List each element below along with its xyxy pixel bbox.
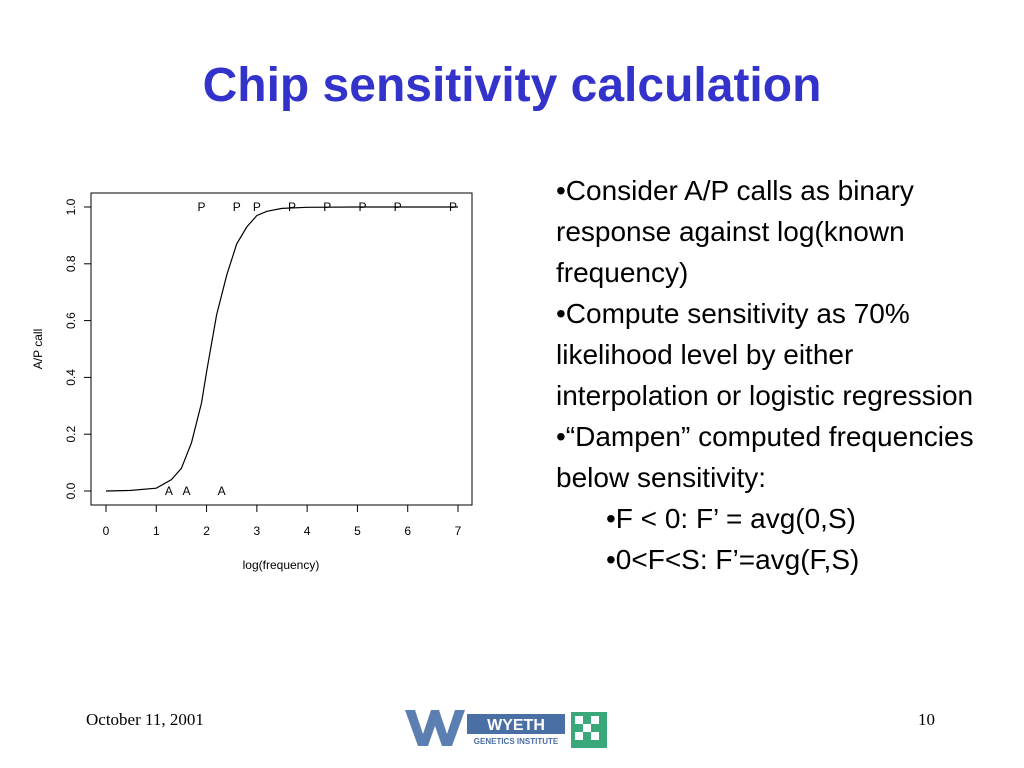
wyeth-logo — [405, 706, 615, 750]
chart-curve — [106, 207, 458, 491]
y-tick-label: 0.2 — [64, 425, 78, 443]
wyeth-w-mark-icon — [405, 710, 465, 746]
chart-point-labels — [165, 200, 457, 498]
absent-call-label: A — [182, 484, 191, 498]
present-call-label: P — [288, 200, 297, 214]
absent-call-label: A — [164, 484, 173, 498]
present-call-label: P — [448, 200, 457, 214]
sub-bullet-item: •F < 0: F’ = avg(0,S) — [606, 503, 856, 534]
page-number: 10 — [918, 710, 935, 729]
bullet-item: •Compute sensitivity as 70% likelihood level by either interpolation or logistic regression — [556, 298, 974, 411]
logistic-chart — [0, 160, 500, 590]
x-tick-label: 5 — [354, 524, 361, 538]
chart-ticks — [64, 198, 462, 538]
present-call-label: P — [358, 200, 367, 214]
bullet-item: •“Dampen” computed frequencies below sensitivity: — [556, 421, 974, 493]
logo-text: WYETH — [487, 717, 545, 734]
x-axis-label: log(frequency) — [242, 558, 320, 572]
chart-axes — [91, 193, 472, 505]
x-tick-label: 2 — [203, 524, 210, 538]
present-call-label: P — [232, 200, 241, 214]
y-tick-label: 0.0 — [64, 482, 78, 500]
x-tick-label: 6 — [404, 524, 412, 538]
bullet-list — [556, 170, 996, 580]
series-line — [106, 207, 458, 491]
x-tick-label: 0 — [102, 524, 110, 538]
y-axis-label: A/P call — [31, 328, 45, 370]
sub-bullet-item: •0<F<S: F’=avg(F,S) — [606, 544, 860, 575]
present-call-label: P — [252, 200, 261, 214]
y-tick-label: 1.0 — [64, 198, 78, 216]
present-call-label: P — [323, 200, 332, 214]
footer-date: October 11, 2001 — [86, 710, 204, 729]
slide-title: Chip sensitivity calculation — [202, 59, 822, 112]
x-tick-label: 4 — [303, 524, 311, 538]
x-tick-label: 3 — [253, 524, 261, 538]
bullet-item: •Consider A/P calls as binary response against log(known frequency) — [556, 175, 914, 288]
present-call-label: P — [393, 200, 402, 214]
genetics-grid-icon — [571, 712, 607, 748]
y-tick-label: 0.6 — [64, 312, 78, 329]
logo-subtext: GENETICS INSTITUTE — [473, 737, 559, 746]
absent-call-label: A — [217, 484, 226, 498]
x-tick-label: 7 — [454, 524, 462, 538]
y-tick-label: 0.4 — [64, 369, 78, 386]
present-call-label: P — [197, 200, 206, 214]
y-tick-label: 0.8 — [64, 255, 78, 273]
x-tick-label: 1 — [152, 524, 160, 538]
plot-frame — [91, 193, 472, 505]
